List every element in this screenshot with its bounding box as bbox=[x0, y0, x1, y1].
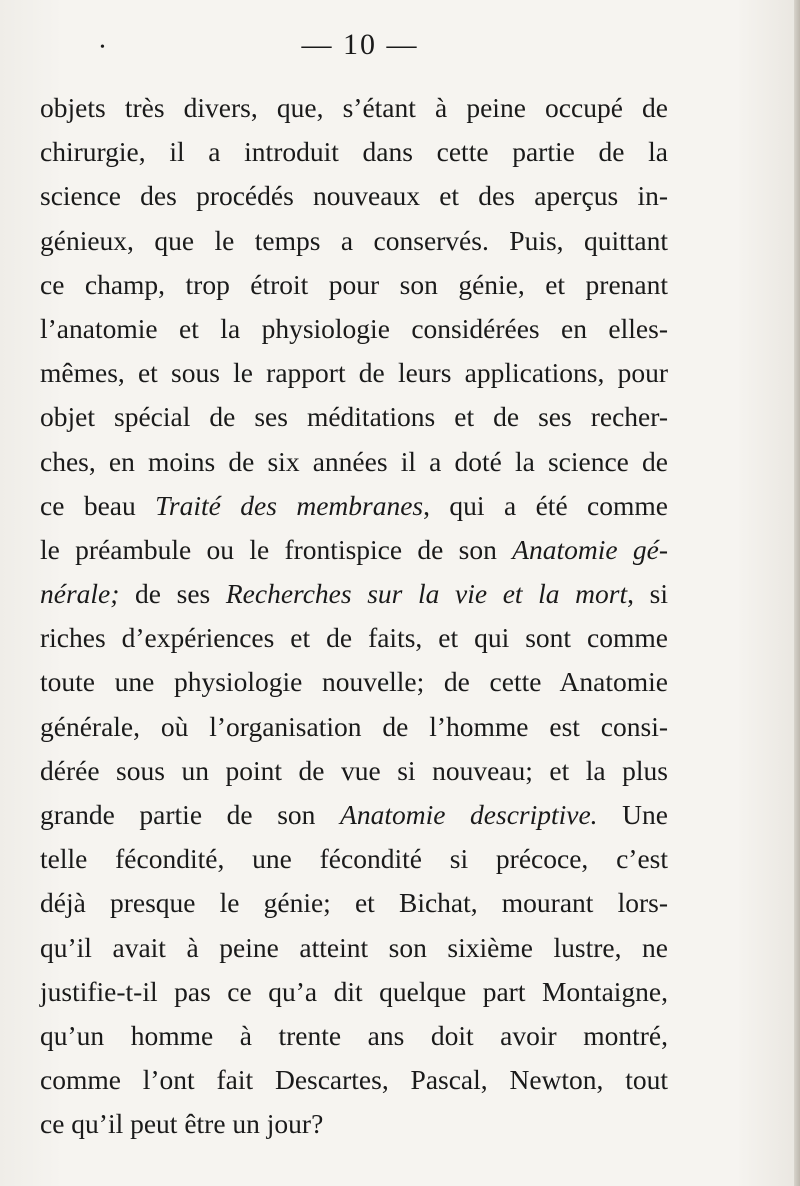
text-span: ce champ, trop étroit pour son génie, et prenant bbox=[40, 268, 668, 300]
text-span: toute une physiologie nouvelle; de cette Anatomie bbox=[40, 666, 668, 698]
text-span: ce beau bbox=[40, 489, 156, 521]
margin-mark: • bbox=[100, 40, 105, 55]
text-span: dérée sous un point de vue si nouveau; et la plus bbox=[40, 754, 668, 786]
text-line bbox=[40, 926, 668, 970]
italic-text: Anatomie gé- bbox=[512, 533, 668, 565]
text-line bbox=[40, 616, 668, 660]
text-line bbox=[40, 351, 668, 395]
text-span: justifie-t-il pas ce qu’a dit quelque part Montaigne, bbox=[40, 975, 668, 1007]
text-line bbox=[40, 793, 668, 837]
italic-text: Recherches sur la vie et la mort bbox=[225, 578, 628, 610]
text-span: objet spécial de ses méditations et de ses recher- bbox=[40, 401, 668, 433]
text-span: qu’un homme à trente ans doit avoir montré, bbox=[40, 1019, 668, 1051]
text-line bbox=[40, 660, 668, 704]
text-span: telle fécondité, une fécondité si précoce, c’est bbox=[40, 843, 668, 875]
text-span: science des procédés nouveaux et des aperçus in- bbox=[40, 180, 668, 212]
text-span: génieux, que le temps a conservés. Puis, quittant bbox=[40, 224, 668, 256]
text-span: l’anatomie et la physiologie considérées en elles- bbox=[40, 312, 668, 344]
text-span: mêmes, et sous le rapport de leurs applications, pour bbox=[40, 357, 668, 389]
text-span: générale, où l’organisation de l’homme est consi- bbox=[40, 710, 668, 742]
text-line bbox=[40, 970, 668, 1014]
text-line bbox=[40, 1014, 668, 1058]
text-span: , si bbox=[627, 578, 668, 610]
text-line bbox=[40, 263, 668, 307]
text-line bbox=[40, 174, 668, 218]
text-line bbox=[40, 837, 668, 881]
text-span: riches d’expériences et de faits, et qui sont comme bbox=[40, 622, 668, 654]
italic-text: Anatomie descriptive. bbox=[340, 799, 598, 830]
text-line bbox=[40, 528, 668, 572]
text-line bbox=[40, 307, 668, 351]
page-edge bbox=[794, 0, 800, 1186]
text-span: grande partie de son bbox=[40, 799, 341, 830]
page-number: — 10 — bbox=[301, 28, 419, 61]
text-span: ches, en moins de six années il a doté la science de bbox=[40, 445, 668, 477]
text-line bbox=[40, 705, 668, 749]
text-line bbox=[40, 130, 668, 174]
text-span: objets très divers, que, s’étant à peine occupé de bbox=[40, 92, 668, 123]
text-line bbox=[40, 572, 668, 616]
text-span: le préambule ou le frontispice de son bbox=[40, 533, 513, 565]
text-line bbox=[40, 440, 668, 484]
text-line bbox=[40, 484, 668, 528]
text-line bbox=[40, 749, 668, 793]
text-span: Une bbox=[597, 799, 668, 830]
text-line bbox=[40, 881, 668, 925]
text-span: comme l’ont fait Descartes, Pascal, Newton, tout bbox=[40, 1064, 668, 1096]
text-span: chirurgie, il a introduit dans cette partie de la bbox=[40, 136, 668, 168]
text-line bbox=[40, 86, 668, 130]
text-span: de ses bbox=[119, 578, 226, 610]
text-span: ce qu’il peut être un jour? bbox=[40, 1108, 324, 1140]
text-line bbox=[40, 1058, 668, 1102]
text-line bbox=[40, 1102, 668, 1146]
text-line bbox=[40, 395, 668, 439]
italic-text: nérale; bbox=[40, 578, 120, 610]
italic-text: Traité des membranes bbox=[155, 489, 424, 521]
text-span: qu’il avait à peine atteint son sixième lustre, ne bbox=[40, 931, 668, 963]
body-text bbox=[40, 86, 668, 1147]
text-span: déjà presque le génie; et Bichat, mourant lors- bbox=[40, 887, 668, 919]
text-line bbox=[40, 219, 668, 263]
text-span: , qui a été comme bbox=[423, 489, 668, 521]
